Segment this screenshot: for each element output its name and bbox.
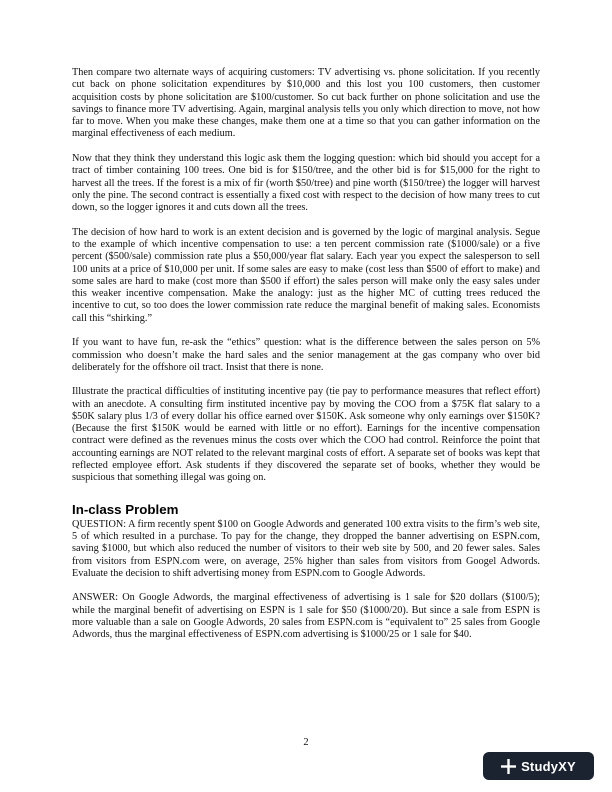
brand-name: StudyXY xyxy=(521,758,576,774)
paragraph-incentive-pay-anecdote: Illustrate the practical difficulties of instituting incentive pay (tie pay to performance measures that reflect effort) with an anecdote. A consulting firm instituted incentive pay by moving the COO from a $75K flat salary to a $50K salary plus 1/3 of every dollar his office earned over $150K. Ask someone why only earnings over $150K? (Because the first $150K would be earned with little or no effort). Earnings for the incentive compensation contract were defined as the revenues minus the costs over which the COO had control. Reinforce the point that accounting earnings are NOT related to the relevant marginal costs of effort. A separate set of books was kept that reflected employee effort. Ask students if they discovered the separate set of books, whether they would be suspicious that something illegal was going on. xyxy=(72,386,540,484)
paragraph-advertising: Then compare two alternate ways of acquiring customers: TV advertising vs. phone solicitation. If you recently cut back on phone solicitation expenditures by $10,000 and this lost you 100 customers, then customer acquisition costs by phone solicitation are $100/customer. So cut back further on phone solicitation and use the savings to finance more TV advertising. Again, marginal analysis tells you only which direction to move, not how far to move. When you make these changes, make them one at a time so that you can gather information on the marginal effectiveness of each medium. xyxy=(72,67,540,140)
paragraph-ethics-question: If you want to have fun, re-ask the “ethics” question: what is the difference between the sales person on 5% commission who doesn’t make the hard sales and the senior management at the gas company who over bid deliberately for the offshore oil tract. Insist that there is none. xyxy=(72,337,540,373)
page-number: 2 xyxy=(303,737,309,748)
studyxy-brand-badge[interactable] xyxy=(483,752,594,780)
document-body xyxy=(72,67,540,654)
paragraph-problem-answer: ANSWER: On Google Adwords, the marginal effectiveness of advertising is 1 sale for $20 dollars ($100/5); while the marginal benefit of advertising on ESPN is 1 sale for $50 ($1000/20). But since a sale from ESPN is more valuable than a sale on Google Adwords, 20 sales from ESPN.com is “equivalent to” 25 sales from Google Adwords, thus the marginal effectiveness of ESPN.com advertising is $1000/25 or 1 sale for $40. xyxy=(72,592,540,641)
paragraph-problem-question: QUESTION: A firm recently spent $100 on Google Adwords and generated 100 extra visits to the firm’s web site, 5 of which resulted in a purchase. To pay for the change, they dropped the banner advertising on ESPN.com, saving $1000, but which also reduced the number of visitors to their web site by 500, and 20 fewer sales. Sales from visitors from ESPN.com were, on average, 25% higher than sales from visitors from Googel Adwords. Evaluate the decision to shift advertising money from ESPN.com to Google Adwords. xyxy=(72,518,540,579)
section-heading: In-class Problem xyxy=(72,501,179,517)
paragraph-logging-question: Now that they think they understand this logic ask them the logging question: which bid should you accept for a tract of timber containing 100 trees. One bid is for $150/tree, and the other bid is for $15,000 for the right to harvest all the trees. If the forest is a mix of fir (worth $50/tree) and pine worth ($150/tree) the logger will harvest only the pine. The second contract is essentially a fixed cost with respect to the decision of how many trees to cut down, so the logger ignores it and cuts down all the trees. xyxy=(72,152,540,214)
paragraph-incentive-compensation: The decision of how hard to work is an extent decision and is governed by the logic of marginal analysis. Segue to the example of which incentive compensation to use: a ten percent commission rate ($1000/sale) or a five percent ($500/sale) commission rate plus a $50,000/year flat salary. Each year you expect the salesperson to sell 100 units at a price of $10,000 per unit. If some sales are easy to make (cost less than $500 of effort to make) and some sales are hard to make (cost more than $500 if effort) the sales person will make only the easy sales under this weaker incentive compensation. Make the analogy: just as the higher MC of cutting trees reduced the incentive to cut, so too does the lower commission rate reduce the marginal benefit of making sales. Economists call this “shirking.” xyxy=(72,226,540,324)
plus-icon xyxy=(501,759,516,774)
